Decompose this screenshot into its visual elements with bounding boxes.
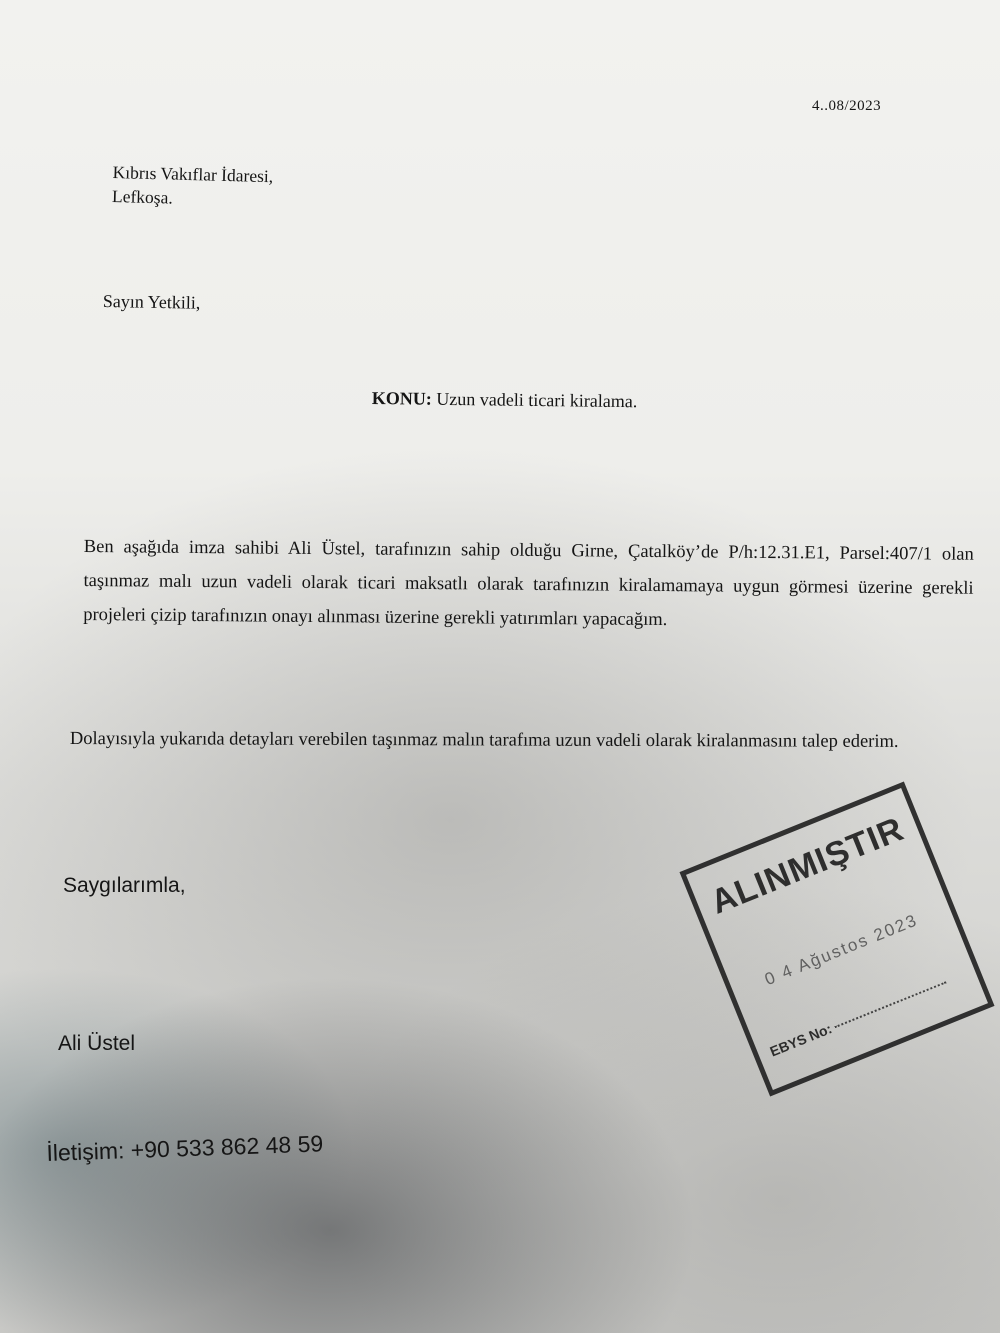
subject-text: Uzun vadeli ticari kiralama. (436, 388, 638, 412)
recipient-line-2: Lefkoşa. (111, 185, 174, 208)
closing: Saygılarımla, (63, 874, 186, 897)
contact-line: İletişim: +90 533 862 48 59 (46, 1130, 324, 1166)
salutation: Sayın Yetkili, (102, 291, 201, 313)
stamp-ebys-blank (835, 981, 947, 1028)
stamp-date: 0 4 Ağustos 2023 (761, 910, 921, 990)
stamp-title: ALINMIŞTIR (705, 809, 910, 922)
stamp-ebys-label: EBYS No: (767, 1020, 835, 1060)
letter-date: 4..08/2023 (812, 98, 882, 114)
body-paragraph-2: Dolayısıyla yukarıda detayları verebilen taşınmaz malın tarafıma uzun vadeli olarak kiralanmasını talep ederim. (69, 728, 899, 752)
recipient-line-1: Kıbrıs Vakıflar İdaresi, (112, 161, 274, 187)
body-paragraph-1: Ben aşağıda imza sahibi Ali Üstel, tarafınızın sahip olduğu Girne, Çatalköy’de P/h:12.31.E1, Parsel:407/1 olan taşınmaz malı uzun vadeli olarak ticari maksatlı olarak tarafınızın kiralamamaya uygun görmesi üzerine gerekli projeleri çizip tarafınızın onayı alınması üzerine gerekli yatırımları yapacağım. (83, 536, 974, 631)
subject-line (372, 388, 638, 412)
received-stamp (679, 781, 994, 1096)
subject-label: KONU: (371, 388, 432, 409)
stamp-ebys-field (768, 966, 969, 1060)
sender-name: Ali Üstel (58, 1032, 136, 1055)
recipient-address (112, 160, 274, 212)
